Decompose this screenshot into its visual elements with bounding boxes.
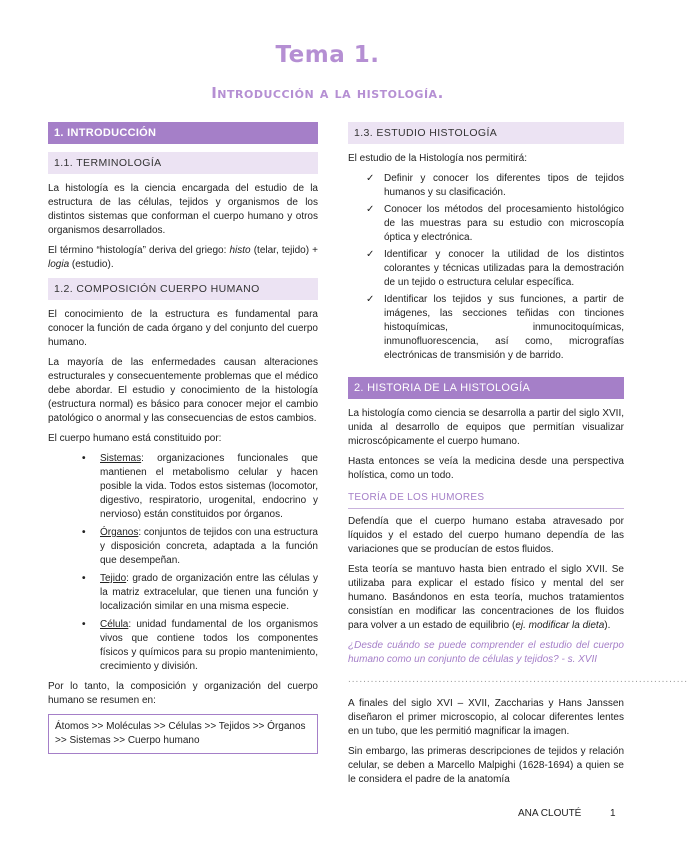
page-subtitle: Introducción a la histología. bbox=[211, 84, 444, 102]
list-item: • Órganos: conjuntos de tejidos con una estructura y disposición concreta, adaptada a la función que desempeñan. bbox=[100, 526, 318, 568]
paragraph: La histología es la ciencia encargada del estudio de la estructura de las células, tejidos y organismos de los distintos sistemas que conforman el cuerpo humano y otros organismos desarrollados. bbox=[48, 183, 318, 236]
list-item: ✓ Identificar y conocer la utilidad de los distintos colorantes y técnicas utilizadas para la demostración de un tejido o estructura celular específica. bbox=[384, 248, 624, 290]
paragraph: Esta teoría se mantuvo hasta bien entrado el siglo XVII. Se utilizaba para explicar el estado físico y mental del ser humano. Basándonos en esta teoría, muchos tratamientos consistían en modificar las concentraciones de los fluidos para volver a un estado de equilibrio (ej. modificar la dieta). bbox=[348, 564, 624, 631]
paragraph: La mayoría de las enfermedades causan alteraciones estructurales y consecuentemente problemas que el médico debe abordar. El estudio y conocimiento de la histología (estructura normal) es básico para conocer mejor el cambio patológico o anormal y las consecuencias de estos cambios. bbox=[48, 357, 318, 424]
list-item: ✓ Identificar los tejidos y sus funciones, a partir de imágenes, las secciones teñidas con tinciones histoquímicas, inmunocitoquímicas, inmunofluorescencia, así como, micrografías electrónicas de transmisión y de barrido. bbox=[384, 293, 624, 363]
left-column bbox=[48, 122, 318, 754]
list-item: • Sistemas: organizaciones funcionales que mantienen el metabolismo celular y hacen posible la vida. Todos estos sistemas (locomotor, digestivo, respiratorio, urogenital, endocrino y nervioso) están constituidos por órganos. bbox=[100, 452, 318, 522]
paragraph: Hasta entonces se veía la medicina desde una perspectiva holística, como un todo. bbox=[348, 456, 624, 481]
list-item: ✓ Definir y conocer los diferentes tipos de tejidos humanos y su clasificación. bbox=[384, 172, 624, 200]
paragraph: El cuerpo humano está constituido por: bbox=[48, 433, 222, 444]
list-item: ✓ Conocer los métodos del procesamiento histológico de las muestras para su estudio con microscopía óptica y electrónica. bbox=[384, 203, 624, 245]
paragraph: A finales del siglo XVI – XVII, Zaccharias y Hans Janssen diseñaron el primer microscopio, al colocar diferentes lentes en un tubo, que les permitió magnificar la imagen. bbox=[348, 698, 624, 737]
paragraph: Por lo tanto, la composición y organización del cuerpo humano se resumen en: bbox=[48, 681, 318, 706]
footer-author: ANA CLOUTÉ bbox=[518, 808, 582, 819]
study-question: ¿Desde cuándo se puede comprender el estudio del cuerpo humano como un conjunto de células y tejidos? - s. XVII bbox=[348, 640, 624, 665]
page-number: 1 bbox=[610, 808, 616, 819]
composition-list bbox=[48, 452, 318, 674]
subsection-heading-composicion: 1.2. COMPOSICIÓN CUERPO HUMANO bbox=[48, 278, 318, 300]
section-heading-historia: 2. HISTORIA DE LA HISTOLOGÍA bbox=[348, 377, 624, 399]
right-column bbox=[348, 122, 688, 793]
subsection-heading-terminologia: 1.1. TERMINOLOGÍA bbox=[48, 152, 318, 174]
subsection-heading-estudio: 1.3. ESTUDIO HISTOLOGÍA bbox=[348, 122, 624, 144]
paragraph: Sin embargo, las primeras descripciones de tejidos y relación celular, se deben a Marcello Malpighi (1628-1694) a quien se le considera el padre de la anatomía bbox=[348, 746, 624, 785]
summary-box: Átomos >> Moléculas >> Células >> Tejidos >> Órganos >> Sistemas >> Cuerpo humano bbox=[48, 714, 318, 754]
objectives-list bbox=[348, 172, 624, 363]
paragraph: La histología como ciencia se desarrolla a partir del siglo XVII, unida al desarrollo de equipos que permitían visualizar microscópicamente el cuerpo humano. bbox=[348, 408, 624, 447]
paragraph-etymology: El término “histología” deriva del griego: histo (telar, tejido) + logia (estudio). bbox=[48, 245, 319, 270]
list-item: • Tejido: grado de organización entre las células y la matriz extracelular, que tienen una función y localización similar en una misma especie. bbox=[100, 572, 318, 614]
section-heading-introduccion: 1. INTRODUCCIÓN bbox=[48, 122, 318, 144]
paragraph: El estudio de la Histología nos permitirá: bbox=[348, 153, 527, 164]
paragraph: El conocimiento de la estructura es fundamental para conocer la función de cada órgano y del conjunto del cuerpo humano. bbox=[48, 309, 318, 348]
dotted-divider: .......................................................................................... bbox=[348, 674, 688, 685]
page-title: Tema 1. bbox=[275, 42, 380, 68]
list-item: • Célula: unidad fundamental de los organismos vivos que contiene todos los componentes físicos y químicos para su propio mantenimiento, crecimiento y división. bbox=[100, 618, 318, 674]
paragraph: Defendía que el cuerpo humano estaba atravesado por líquidos y el estado del cuerpo humano dependía de las variaciones que se producían de estos fluidos. bbox=[348, 516, 624, 555]
subheading-teoria-humores: TEORÍA DE LOS HUMORES bbox=[348, 491, 624, 509]
